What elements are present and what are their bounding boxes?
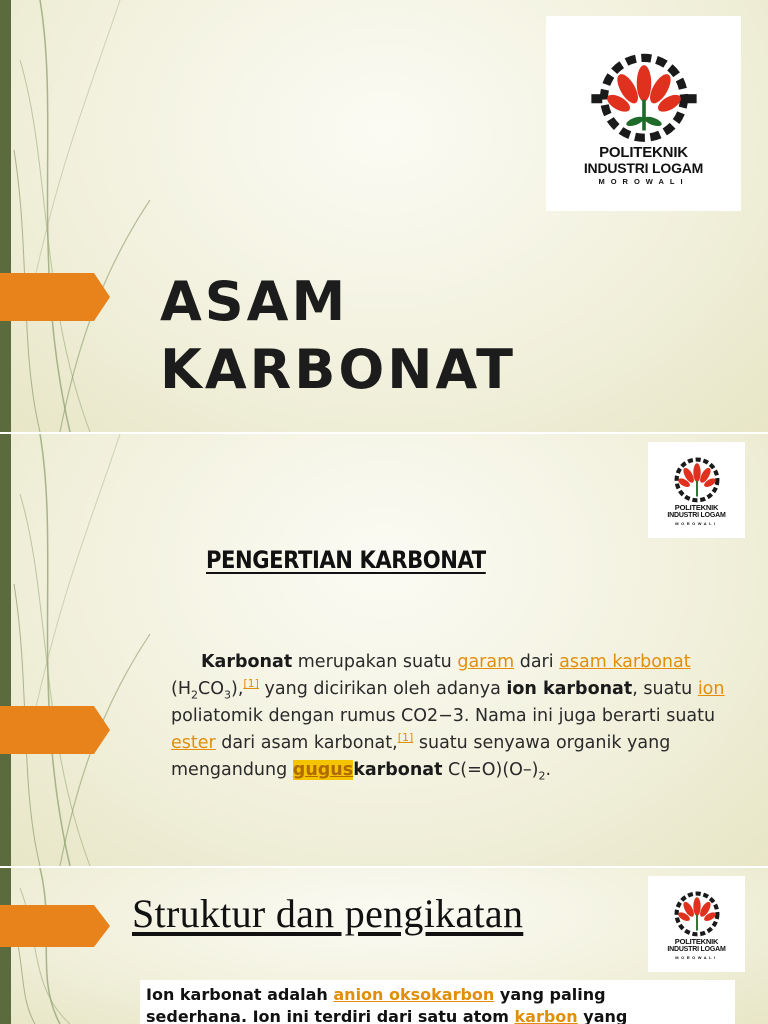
logo-line-industri-logam: INDUSTRI LOGAM bbox=[583, 159, 704, 176]
link-karbon[interactable]: karbon bbox=[514, 1007, 578, 1024]
logo-line-industri-logam: INDUSTRI LOGAM bbox=[667, 512, 726, 520]
gear-flower-emblem-icon bbox=[589, 47, 699, 145]
logo-line-morowali: MOROWALI bbox=[675, 520, 718, 526]
text-run: (H bbox=[171, 679, 191, 699]
slide-struktur bbox=[0, 868, 768, 1024]
subscript: 2 bbox=[538, 769, 546, 783]
text-run: CO bbox=[198, 679, 224, 699]
link-gugus-highlighted[interactable]: gugus bbox=[292, 760, 354, 780]
text-line-2 bbox=[146, 1006, 735, 1024]
subscript: 3 bbox=[224, 688, 231, 702]
orange-arrow-marker bbox=[0, 905, 110, 947]
logo-line-industri-logam: INDUSTRI LOGAM bbox=[667, 946, 726, 954]
main-title-line-2: KARBONAT bbox=[160, 338, 516, 401]
gear-flower-emblem-icon bbox=[669, 888, 725, 938]
decorative-grass-lines bbox=[0, 0, 160, 432]
slide-main-title bbox=[160, 268, 540, 404]
text-run: sederhana. Ion ini terdiri dari satu atom bbox=[146, 1007, 515, 1024]
text-line-1 bbox=[146, 984, 735, 1006]
text-run: poliatomik dengan rumus CO2−3. Nama ini juga berarti suatu bbox=[171, 706, 716, 726]
logo-politeknik bbox=[648, 442, 745, 538]
text-run: ), bbox=[231, 679, 244, 699]
link-anion-oksokarbon[interactable]: anion oksokarbon bbox=[333, 985, 495, 1004]
orange-arrow-marker bbox=[0, 706, 110, 754]
orange-arrow-marker bbox=[0, 273, 110, 321]
slide-title bbox=[0, 0, 768, 432]
slide-pengertian bbox=[0, 434, 768, 866]
logo-line-morowali: MOROWALI bbox=[675, 954, 718, 960]
link-ion[interactable]: ion bbox=[697, 679, 725, 699]
term-karbonat-2: karbonat bbox=[353, 760, 443, 780]
gear-flower-emblem-icon bbox=[669, 454, 725, 504]
subscript: 2 bbox=[191, 688, 198, 702]
text-run: C(=O)(O–) bbox=[442, 760, 539, 780]
text-run: . bbox=[545, 760, 552, 780]
text-run: yang paling bbox=[494, 985, 606, 1004]
logo-politeknik bbox=[546, 16, 741, 211]
link-asam-karbonat[interactable]: asam karbonat bbox=[559, 652, 691, 672]
text-run: Ion karbonat adalah bbox=[146, 985, 334, 1004]
logo-line-politeknik: POLITEKNIK bbox=[674, 503, 719, 513]
text-run: , suatu bbox=[632, 679, 698, 699]
text-run: suatu senyawa organik yang mengandung bbox=[171, 733, 671, 780]
logo-line-politeknik: POLITEKNIK bbox=[599, 143, 688, 161]
decorative-grass-lines bbox=[0, 434, 160, 866]
text-box-struktur bbox=[140, 980, 735, 1024]
reference-link[interactable]: [1] bbox=[397, 731, 414, 745]
text-run: yang bbox=[577, 1007, 628, 1024]
link-ester[interactable]: ester bbox=[171, 733, 216, 753]
text-run: merupakan suatu bbox=[292, 652, 458, 672]
section-heading-struktur: Struktur dan pengikatan bbox=[132, 891, 524, 936]
text-run: yang dicirikan oleh adanya bbox=[258, 679, 507, 699]
link-garam[interactable]: garam bbox=[457, 652, 515, 672]
section-heading-pengertian: PENGERTIAN KARBONAT bbox=[206, 546, 486, 574]
logo-line-morowali: MOROWALI bbox=[598, 177, 689, 187]
logo-line-politeknik: POLITEKNIK bbox=[674, 937, 719, 947]
text-run: dari asam karbonat, bbox=[215, 733, 398, 753]
text-run: dari bbox=[514, 652, 560, 672]
term-karbonat: Karbonat bbox=[201, 652, 293, 672]
paragraph-pengertian bbox=[171, 649, 761, 784]
term-ion-karbonat: ion karbonat bbox=[506, 679, 633, 699]
logo-politeknik bbox=[648, 876, 745, 972]
main-title-line-1: ASAM bbox=[160, 270, 349, 333]
reference-link[interactable]: [1] bbox=[243, 677, 259, 691]
